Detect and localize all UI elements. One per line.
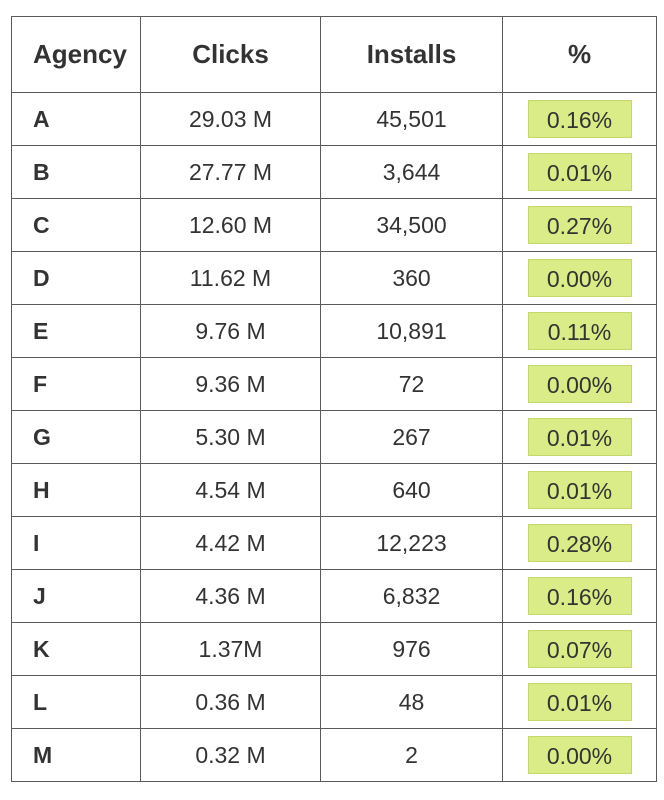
cell-agency: F xyxy=(12,358,141,411)
table-row xyxy=(12,93,657,146)
percent-highlight: 0.28% xyxy=(528,524,632,562)
percent-highlight: 0.01% xyxy=(528,153,632,191)
cell-installs: 12,223 xyxy=(321,517,503,570)
table-row xyxy=(12,517,657,570)
table-row xyxy=(12,729,657,782)
cell-agency: M xyxy=(12,729,141,782)
header-agency: Agency xyxy=(12,17,141,93)
cell-percent xyxy=(503,146,657,199)
percent-highlight: 0.16% xyxy=(528,577,632,615)
table-row xyxy=(12,199,657,252)
cell-clicks: 1.37M xyxy=(141,623,321,676)
cell-installs: 10,891 xyxy=(321,305,503,358)
agency-table xyxy=(11,16,657,782)
cell-installs: 48 xyxy=(321,676,503,729)
cell-installs: 72 xyxy=(321,358,503,411)
percent-highlight: 0.00% xyxy=(528,365,632,403)
percent-highlight: 0.01% xyxy=(528,683,632,721)
cell-agency: H xyxy=(12,464,141,517)
header-percent: % xyxy=(503,17,657,93)
cell-percent xyxy=(503,517,657,570)
cell-percent xyxy=(503,729,657,782)
cell-agency: A xyxy=(12,93,141,146)
cell-clicks: 9.36 M xyxy=(141,358,321,411)
table-row xyxy=(12,676,657,729)
cell-percent xyxy=(503,305,657,358)
cell-percent xyxy=(503,93,657,146)
cell-percent xyxy=(503,464,657,517)
cell-clicks: 0.32 M xyxy=(141,729,321,782)
cell-installs: 3,644 xyxy=(321,146,503,199)
table-body xyxy=(12,93,657,782)
cell-installs: 976 xyxy=(321,623,503,676)
cell-percent xyxy=(503,676,657,729)
cell-installs: 360 xyxy=(321,252,503,305)
cell-installs: 45,501 xyxy=(321,93,503,146)
cell-percent xyxy=(503,358,657,411)
percent-highlight: 0.00% xyxy=(528,736,632,774)
cell-agency: B xyxy=(12,146,141,199)
table-row xyxy=(12,252,657,305)
cell-clicks: 0.36 M xyxy=(141,676,321,729)
cell-clicks: 4.54 M xyxy=(141,464,321,517)
cell-installs: 6,832 xyxy=(321,570,503,623)
table-row xyxy=(12,464,657,517)
cell-clicks: 5.30 M xyxy=(141,411,321,464)
cell-installs: 640 xyxy=(321,464,503,517)
percent-highlight: 0.01% xyxy=(528,471,632,509)
percent-highlight: 0.11% xyxy=(528,312,632,350)
percent-highlight: 0.16% xyxy=(528,100,632,138)
percent-highlight: 0.27% xyxy=(528,206,632,244)
cell-installs: 2 xyxy=(321,729,503,782)
cell-percent xyxy=(503,199,657,252)
cell-percent xyxy=(503,570,657,623)
cell-agency: G xyxy=(12,411,141,464)
table-row xyxy=(12,358,657,411)
cell-installs: 34,500 xyxy=(321,199,503,252)
cell-clicks: 4.42 M xyxy=(141,517,321,570)
cell-agency: K xyxy=(12,623,141,676)
agency-table-container xyxy=(11,16,656,782)
cell-clicks: 9.76 M xyxy=(141,305,321,358)
percent-highlight: 0.01% xyxy=(528,418,632,456)
header-row xyxy=(12,17,657,93)
cell-percent xyxy=(503,623,657,676)
cell-clicks: 4.36 M xyxy=(141,570,321,623)
cell-clicks: 29.03 M xyxy=(141,93,321,146)
percent-highlight: 0.07% xyxy=(528,630,632,668)
percent-highlight: 0.00% xyxy=(528,259,632,297)
cell-agency: E xyxy=(12,305,141,358)
cell-clicks: 11.62 M xyxy=(141,252,321,305)
header-clicks: Clicks xyxy=(141,17,321,93)
cell-agency: I xyxy=(12,517,141,570)
table-row xyxy=(12,411,657,464)
table-row xyxy=(12,623,657,676)
cell-agency: D xyxy=(12,252,141,305)
cell-agency: C xyxy=(12,199,141,252)
table-row xyxy=(12,146,657,199)
cell-agency: J xyxy=(12,570,141,623)
header-installs: Installs xyxy=(321,17,503,93)
cell-installs: 267 xyxy=(321,411,503,464)
cell-agency: L xyxy=(12,676,141,729)
cell-clicks: 27.77 M xyxy=(141,146,321,199)
table-row xyxy=(12,570,657,623)
table-row xyxy=(12,305,657,358)
cell-percent xyxy=(503,411,657,464)
cell-clicks: 12.60 M xyxy=(141,199,321,252)
cell-percent xyxy=(503,252,657,305)
